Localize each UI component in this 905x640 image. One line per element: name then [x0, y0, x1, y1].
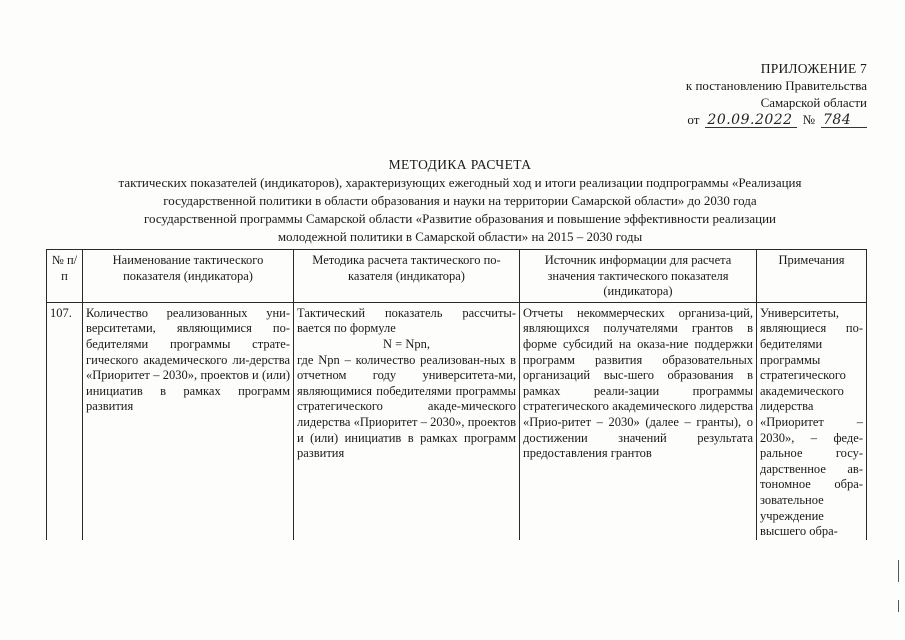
appendix-block	[637, 60, 867, 128]
header-calculation-method: Методика расчета тактического по-казателя (индикатора)	[294, 250, 520, 303]
heading-subtitle-line-3: государственной программы Самарской области «Развитие образования и повышение эффективности реализации	[144, 211, 776, 226]
margin-mark	[898, 560, 899, 582]
margin-mark	[898, 600, 899, 612]
header-indicator-name: Наименование тактического показателя (индикатора)	[83, 250, 294, 303]
from-label: от	[687, 112, 700, 127]
cell-number: 107.	[47, 302, 83, 539]
method-formula: N = Npn,	[383, 336, 430, 351]
document-heading	[60, 156, 860, 245]
appendix-resolution-line: к постановлению Правительства	[685, 78, 867, 93]
heading-subtitle-line-4: молодежной политики в Самарской области» на 2015 – 2030 годы	[277, 229, 643, 244]
table-row	[47, 302, 867, 539]
table-header-row	[47, 250, 867, 303]
appendix-date-number	[637, 111, 867, 128]
header-number: № п/п	[47, 250, 83, 303]
heading-subtitle-line-1: тактических показателей (индикаторов), характеризующих ежегодный ход и итоги реализации подпрограммы «Реализация	[118, 175, 802, 190]
header-notes: Примечания	[757, 250, 867, 303]
method-body: где Npn – количество реализован-ных в отчетном году университета-ми, являющимися победителями программы стратегического акаде-мического лидерства «Приоритет – 2030», проектов и (или) инициатив в рамках программ развития	[297, 352, 516, 461]
cell-calculation-method	[294, 302, 520, 539]
handwritten-date: 20.09.2022	[705, 113, 796, 128]
cell-information-source: Отчеты некоммерческих организа-ций, являющихся получателями грантов в форме субсидий на оказа-ние поддержки программ развития образовательных организаций выс-шего образования в рамках реали-зации программы стратегического академического лидерства «Прио-ритет – 2030» (далее – гранты), о достижении значений результата предоставления грантов	[520, 302, 757, 539]
appendix-title: ПРИЛОЖЕНИЕ 7	[760, 61, 867, 76]
cell-notes: Университеты, являющиеся по-бедителями программы стратегического академического лидерства «Приоритет – 2030», – феде-ральное госу-дарственное ав-тономное обра-зовательное учреждение высшего обра-	[757, 302, 867, 539]
cell-indicator-name: Количество реализованных уни-верситетами, являющимися по-бедителями программы страте-гического академического ли-дерства «Приоритет – 2030», проектов и (или) инициатив в рамках программ развития	[83, 302, 294, 539]
handwritten-number: 784	[821, 113, 867, 128]
heading-title: МЕТОДИКА РАСЧЕТА	[388, 157, 532, 172]
appendix-region-line: Самарской области	[760, 95, 867, 110]
heading-subtitle-line-2: государственной политики в области образования и науки на территории Самарской области» до 2030 года	[163, 193, 757, 208]
number-label: №	[802, 112, 815, 127]
header-information-source: Источник информации для расчета значения тактического показателя (индикатора)	[520, 250, 757, 303]
indicator-table	[46, 249, 867, 540]
method-intro: Тактический показатель рассчиты-вается по формуле	[297, 305, 516, 336]
